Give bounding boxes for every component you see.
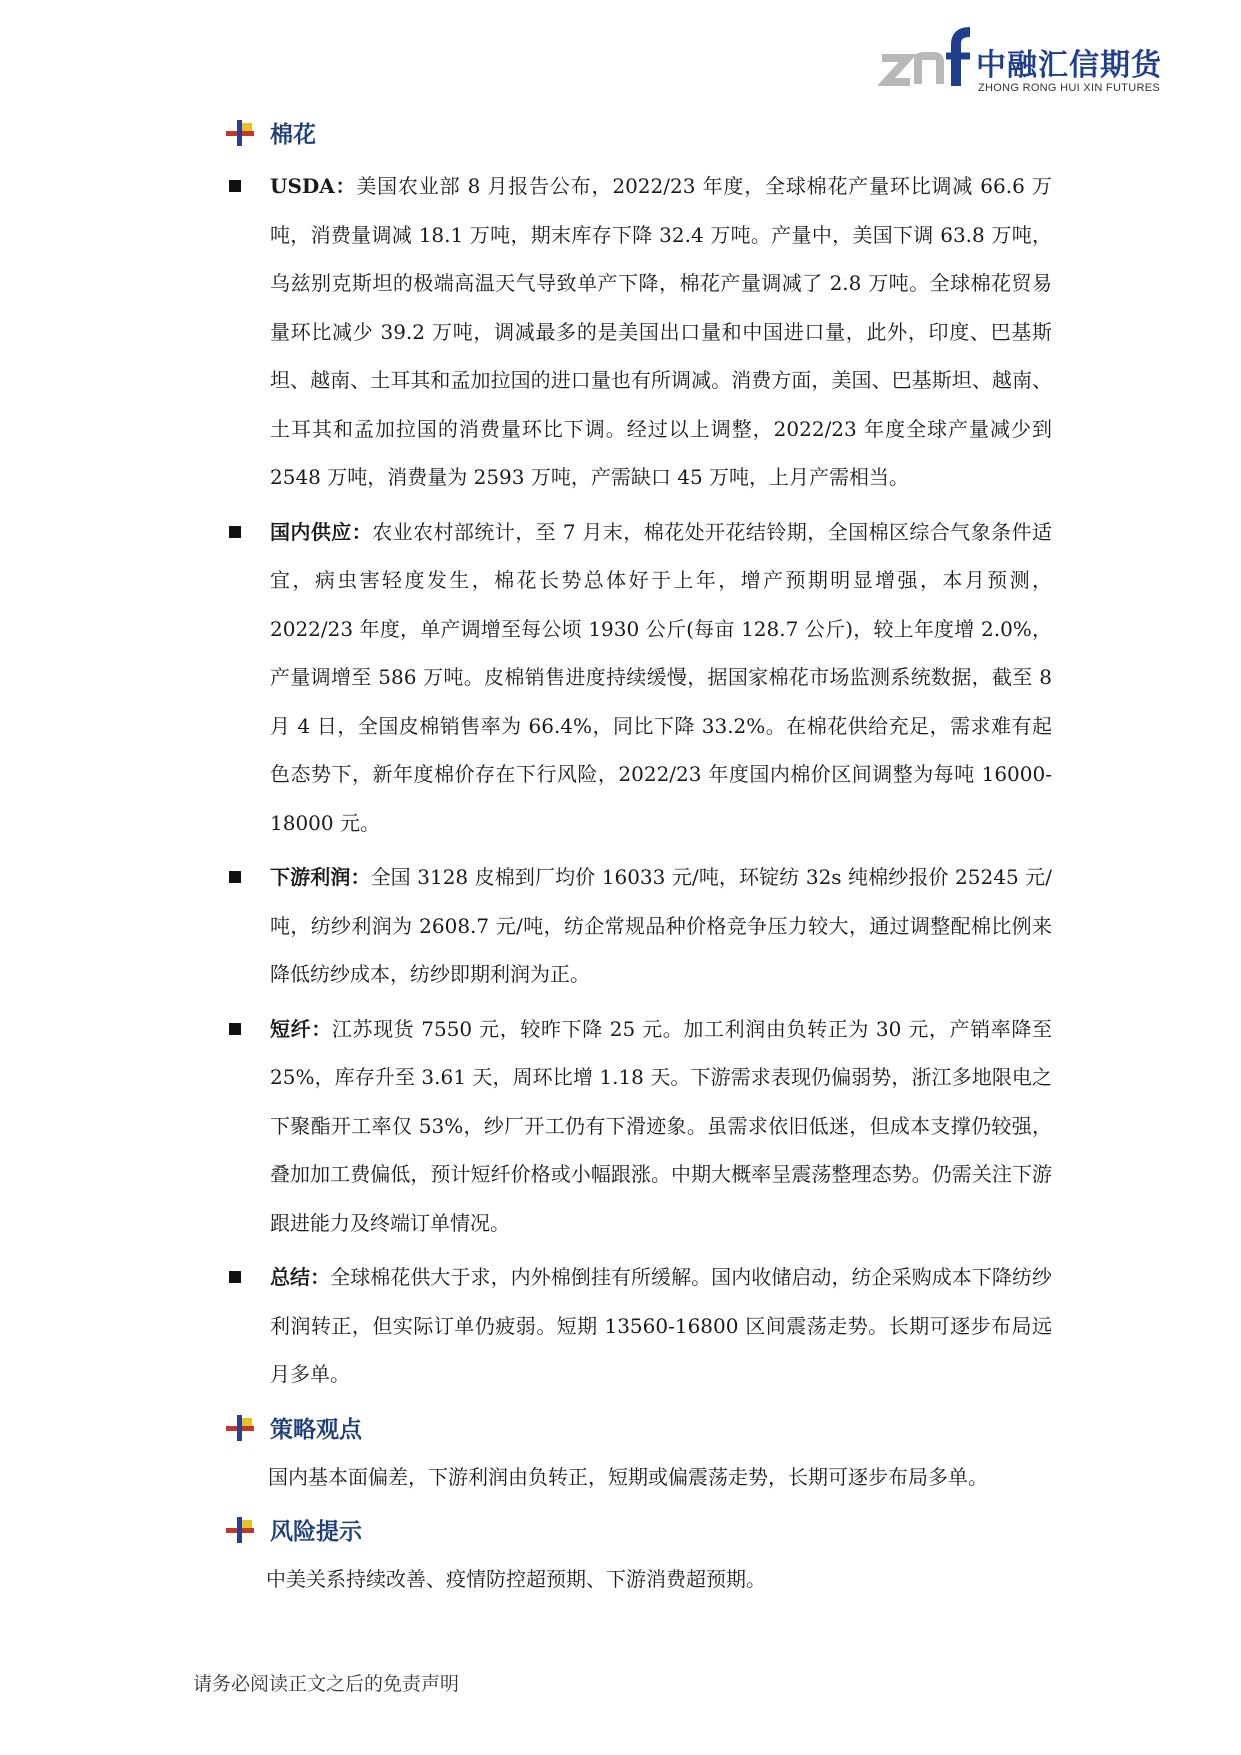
section-flag-icon [226, 1415, 256, 1441]
section-heading-risk [222, 1509, 1052, 1553]
bullet-text: 农业农村部统计，至 7 月末，棉花处开花结铃期，全国棉区综合气象条件适宜，病虫害轻度发生，棉花长势总体好于上年，增产预期明显增强，本月预测，2022/23 年度，单产调增至每公顷 1930 公斤(每亩 128.7 公斤)，较上年度增 2.0%，产量调增至 586 万吨。皮棉销售进度持续缓慢，据国家棉花市场监测系统数据，截至 8 月 4 日，全国皮棉销售率为 66.4%，同比下降 33.2%。在棉花供给充足，需求难有起色态势下，新年度棉价存在下行风险，2022/23 年度国内棉价区间调整为每吨 16000-18000 元。 [270, 519, 1052, 835]
bullet-square-icon [229, 1023, 241, 1035]
logo-chinese-name: 中融汇信期货 [976, 48, 1162, 83]
bullet-usda [222, 162, 1052, 502]
bullet-text: 江苏现货 7550 元，较昨下降 25 元。加工利润由负转正为 30 元，产销率降至 25%，库存升至 3.61 天，周环比增 1.18 天。下游需求表现仍偏弱势，浙江多地限电之下聚酯开工率仅 53%，纱厂开工仍有下滑迹象。虽需求依旧低迷，但成本支撑仍较强，叠加加工费偏低，预计短纤价格或小幅跟涨。中期大概率呈震荡整理态势。仍需关注下游跟进能力及终端订单情况。 [270, 1016, 1052, 1235]
section-title: 策略观点 [270, 1416, 362, 1443]
footer-disclaimer: 请务必阅读正文之后的免责声明 [193, 1673, 460, 1695]
bullet-lead: 国内供应： [270, 519, 373, 544]
bullet-lead: 下游利润： [270, 865, 371, 889]
znf-logo-icon [878, 26, 974, 90]
bullet-square-icon [229, 180, 241, 192]
section-flag-icon [226, 1517, 256, 1543]
risk-text: 中美关系持续改善、疫情防控超预期、下游消费超预期。 [266, 1566, 766, 1591]
bullet-summary [222, 1253, 1052, 1399]
logo-english-name: ZHONG RONG HUI XIN FUTURES [978, 82, 1160, 94]
bullet-text: 全球棉花供大于求，内外棉倒挂有所缓解。国内收储启动，纺企采购成本下降纺纱利润转正，但实际订单仍疲弱。短期 13560-16800 区间震荡走势。长期可逐步布局远月多单。 [270, 1265, 1053, 1386]
bullet-staple-fiber [222, 1005, 1052, 1248]
bullet-lead: 总结： [270, 1265, 331, 1289]
section-flag-icon [226, 120, 256, 146]
report-body [222, 108, 1052, 1599]
bullet-text: 美国农业部 8 月报告公布，2022/23 年度，全球棉花产量环比调减 66.6 万吨，消费量调减 18.1 万吨，期末库存下降 32.4 万吨。产量中，美国下调 63.8 万吨，乌兹别克斯坦的极端高温天气导致单产下降，棉花产量调减了 2.8 万吨。全球棉花贸易量环比减少 39.2 万吨，调减最多的是美国出口量和中国进口量，此外，印度、巴基斯坦、越南、土耳其和孟加拉国的进口量也有所调减。消费方面，美国、巴基斯坦、越南、土耳其和孟加拉国的消费量环比下调。经过以上调整，2022/23 年度全球产量减少到 2548 万吨，消费量为 2593 万吨，产需缺口 45 万吨，上月产需相当。 [270, 174, 1052, 489]
bullet-square-icon [229, 1271, 241, 1283]
strategy-text: 国内基本面偏差，下游利润由负转正，短期或偏震荡走势，长期可逐步布局多单。 [268, 1464, 988, 1489]
section-heading-strategy [222, 1407, 1052, 1451]
section-title: 棉花 [270, 122, 316, 148]
section-title: 风险提示 [270, 1518, 362, 1545]
bullet-downstream-profit [222, 853, 1052, 999]
bullet-text: 全国 3128 皮棉到厂均价 16033 元/吨，环锭纺 32s 纯棉纱报价 25245 元/吨，纺纱利润为 2608.7 元/吨，纺企常规品种价格竞争压力较大，通过调整配棉比例来降低纺纱成本，纺纱即期利润为正。 [270, 865, 1052, 986]
bullet-domestic-supply [222, 508, 1052, 848]
bullet-square-icon [229, 871, 241, 883]
bullet-square-icon [229, 526, 241, 538]
bullet-lead: USDA： [270, 174, 357, 198]
bullet-lead: 短纤： [270, 1016, 332, 1041]
company-logo [878, 26, 1178, 96]
section-heading-cotton [222, 112, 1052, 156]
